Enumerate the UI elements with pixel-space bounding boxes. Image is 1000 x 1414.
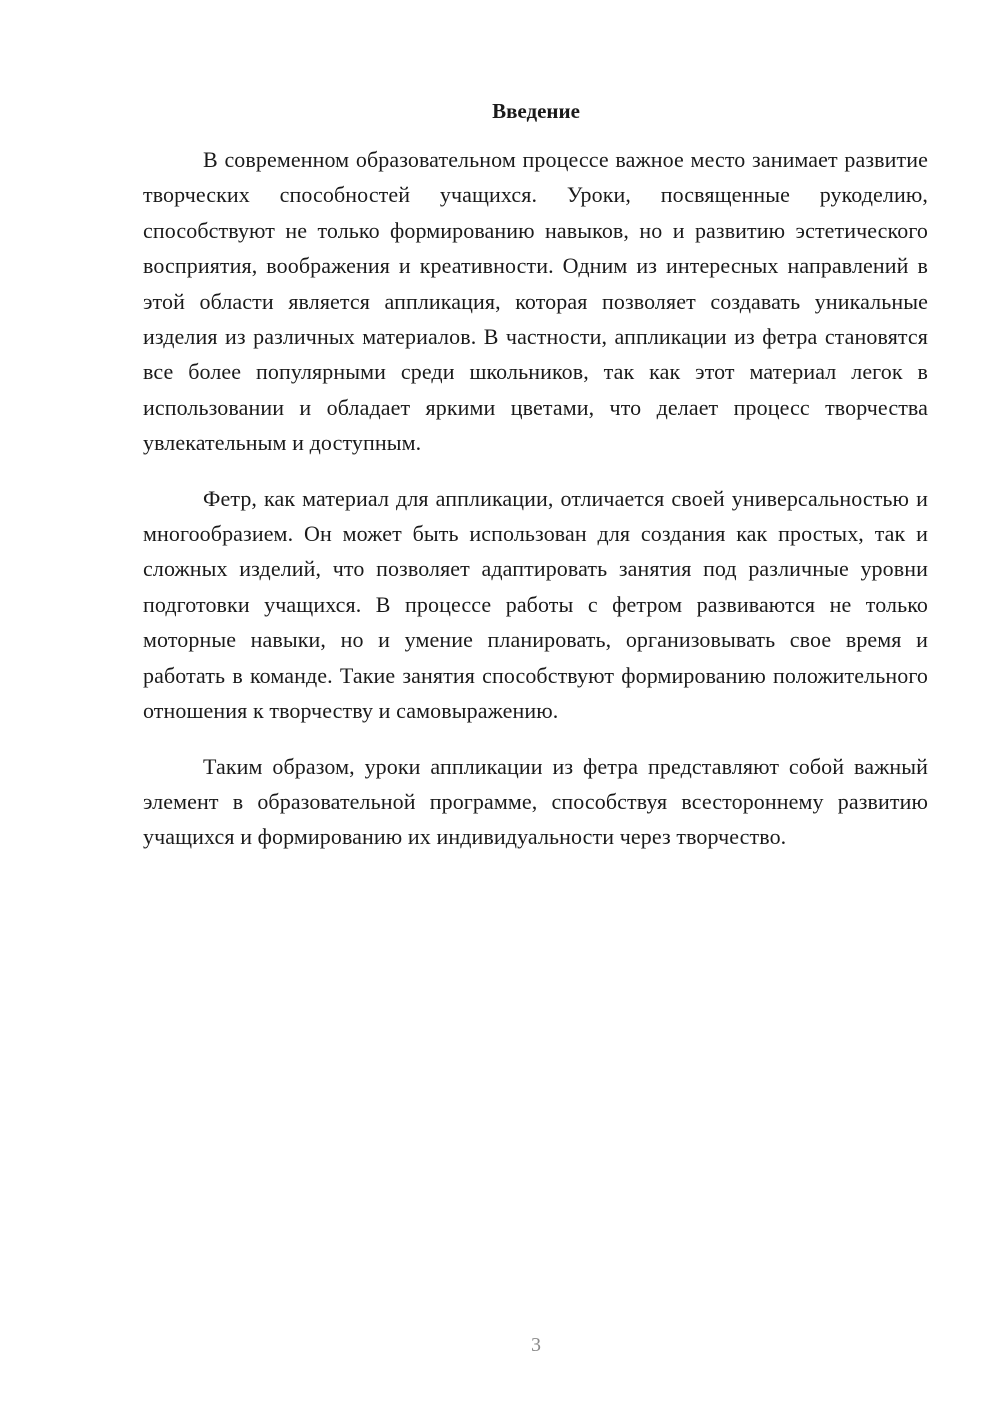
page-number: 3 (531, 1334, 541, 1356)
section-heading: Введение (492, 99, 580, 123)
paragraph-1: В современном образовательном процессе важное место занимает развитие творческих способностей учащихся. Уроки, посвященные рукоделию, способствуют не только формированию навыков, но и развитию эстетического восприятия, воображения и креативности. Одним из интересных направлений в этой области является аппликация, которая позволяет создавать уникальные изделия из различных материалов. В частности, аппликации из фетра становятся все более популярными среди школьников, так как этот материал легок в использовании и обладает яркими цветами, что делает процесс творчества увлекательным и доступным. (143, 147, 928, 456)
paragraph-2: Фетр, как материал для аппликации, отличается своей универсальностью и многообразием. Он может быть использован для создания как простых, так и сложных изделий, что позволяет адаптировать занятия под различные уровни подготовки учащихся. В процессе работы с фетром развиваются не только моторные навыки, но и умение планировать, организовывать свое время и работать в команде. Такие занятия способствуют формированию положительного отношения к творчеству и самовыражению. (143, 485, 928, 724)
document-body (143, 142, 928, 875)
paragraph-3: Таким образом, уроки аппликации из фетра представляют собой важный элемент в образовательной программе, способствуя всестороннему развитию учащихся и формированию их индивидуальности через творчество. (143, 753, 928, 850)
